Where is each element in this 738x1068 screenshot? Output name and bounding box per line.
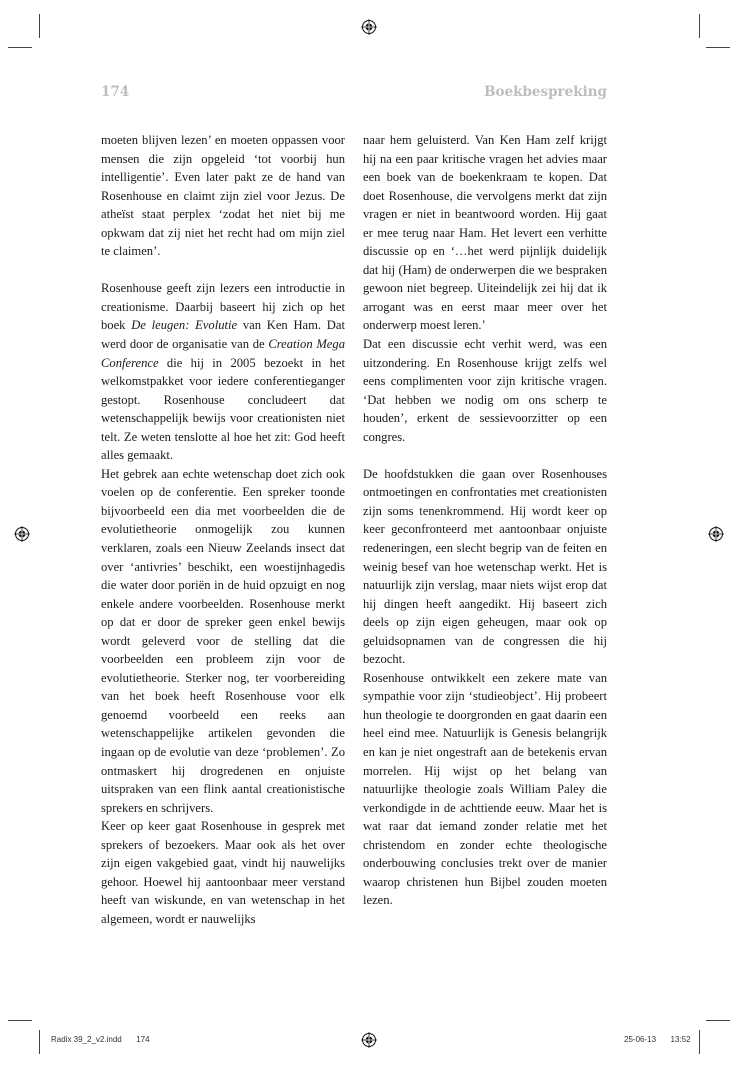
section-title: Boekbespreking xyxy=(484,84,607,100)
book-title: De leugen: Evolutie xyxy=(131,318,238,333)
registration-mark-icon xyxy=(708,526,724,542)
crop-mark xyxy=(699,1030,700,1054)
crop-mark xyxy=(706,47,730,48)
slug-date: 25-06-13 xyxy=(624,1035,657,1044)
paragraph: naar hem geluisterd. Van Ken Ham zelf krijgt hij na een paar kritische vragen het advies maar een boek van de boekenkraam te kopen. Dat doet Rosenhouse, die vervolgens merkt dat zijn vragen er niet in beantwoord worden. Hij gaat er mee terug naar Ham. Het levert een verhitte discussie op en ‘…het werd pijnlijk duidelijk dat hij (Ham) de onderwerpen die we bespraken gewoon niet begreep. Uiteindelijk zei hij dat ik arrogant was en eerst maar meer over het onderwerp moest leren.’ xyxy=(363,133,607,333)
crop-mark xyxy=(699,14,700,38)
crop-mark xyxy=(39,1030,40,1054)
slug-timestamp xyxy=(624,1035,691,1049)
paragraph: Keer op keer gaat Rosenhouse in gesprek met sprekers of bezoekers. Maar ook als het over zijn eigen vakgebied gaat, vindt hij nauwelijks gehoor. Hoewel hij aantoonbaar meer verstand heeft van wiskunde, en van wetenschap in het algemeen, wordt er nauwelijks xyxy=(101,819,345,926)
paragraph: De hoofdstukken die gaan over Rosenhouses ontmoetingen en confrontaties met creationisten zijn soms tenenkrommend. Hij wordt keer op keer geconfronteerd met aantoonbaar onjuiste redeneringen, een slecht begrip van de feiten en weinig besef van hoe wetenschap werkt. Het is natuurlijk zijn verslag, maar niets wijst erop dat hij dingen heeft aangedikt. Hij baseert zich deels op zijn eigen geheugen, maar ook op geluidsopnamen van de congressen die hij bezocht. xyxy=(363,466,607,667)
text-run: Rosenhouse geeft zijn lezers een introductie in creationisme. Daarbij baseert hij zich op het boek xyxy=(101,281,345,333)
crop-mark xyxy=(8,47,32,48)
page-number: 174 xyxy=(101,84,130,100)
text-run: die hij in 2005 bezoekt in het welkomstpakket voor iedere conferentieganger gestopt. Rosenhouse concludeert dat wetenschappelijk bewijs voor creationisten niet telt. Ze weten tenslotte al hoe het zit: God heeft alles gemaakt. xyxy=(101,355,345,463)
slug-file-info xyxy=(51,1035,150,1049)
conference-name: Creation Mega Conference xyxy=(101,336,345,370)
slug-time: 13:52 xyxy=(670,1035,691,1044)
registration-mark-icon xyxy=(361,19,377,35)
slug-page: 174 xyxy=(136,1035,150,1044)
text-column-left xyxy=(101,131,345,928)
text-column-right xyxy=(363,131,607,910)
crop-mark xyxy=(8,1020,32,1021)
paragraph: Dat een discussie echt verhit werd, was een uitzondering. En Rosenhouse krijgt zelfs wel eens complimenten voor zijn kritische vragen. ‘Dat hebben we nodig om ons scherp te houden’, erkent de sessievoorzitter op een congres. xyxy=(363,337,607,444)
crop-mark xyxy=(706,1020,730,1021)
registration-mark-icon xyxy=(14,526,30,542)
paragraph: moeten blijven lezen’ en moeten oppassen voor mensen die zijn opgeleid ‘tot voorbij hun intelligentie’. Even later pakt ze de hand van Rosenhouse en claimt zijn ziel voor Jezus. De atheïst staat perplex ‘zodat het niet bij me opkwam dat zij niet het recht had om mijn ziel te claimen’. xyxy=(101,133,345,259)
slug-filename: Radix 39_2_v2.indd xyxy=(51,1035,122,1044)
paragraph: Rosenhouse ontwikkelt een zekere mate van sympathie voor zijn ‘studieobject’. Hij probeert hun theologie te doorgronden en gaat daarin een heel eind mee. Natuurlijk is Genesis belangrijk en kan je niet ongestraft aan de betekenis ervan morrelen. Hij wijst op het belang van natuurlijke theologie zoals William Paley die verkondigde in de achttiende eeuw. Maar het is wat raar dat iemand zonder relatie met het christendom en zonder echte theologische onderbouwing conclusies trekt over de manier waarop christenen hun Bijbel zouden moeten lezen. xyxy=(363,670,607,908)
paragraph xyxy=(101,279,345,464)
registration-mark-icon xyxy=(361,1032,377,1048)
text-run: van Ken Ham. Dat werd door de organisatie van de xyxy=(101,318,345,351)
running-head xyxy=(101,84,607,106)
paragraph: Het gebrek aan echte wetenschap doet zich ook voelen op de conferentie. Een spreker toonde bijvoorbeeld een dia met voorbeelden die de evolutietheorie onmogelijk zou kunnen verklaren, zoals een Nieuw Zeelands insect dat over ‘antivries’ beschikt, een woestijnhagedis die water door poriën in de huid opzuigt en nog enkele andere voorbeelden. Rosenhouse merkt op dat er door de spreker geen enkel bewijs wordt geleverd voor de stelling dat die voorbeelden een probleem zijn voor de evolutietheorie. Sterker nog, ter voorbereiding van het boek heeft Rosenhouse voor elk genoemd voorbeeld een reeks aan wetenschappelijke artikelen gevonden die ingaan op de evolutie van deze ‘problemen’. Zo ontmaskert hij drogredenen en onjuiste uitspraken van een flink aantal creationistische sprekers en schrijvers. xyxy=(101,466,345,815)
crop-mark xyxy=(39,14,40,38)
